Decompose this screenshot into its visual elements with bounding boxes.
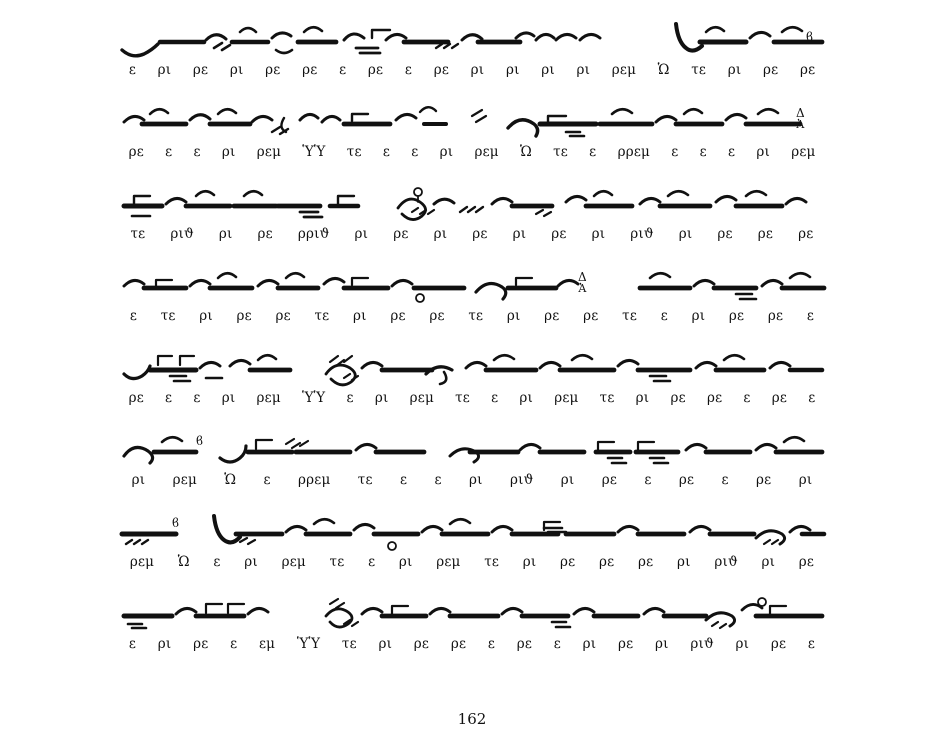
lyric-row-2 bbox=[0, 142, 944, 168]
syllable: ε bbox=[368, 554, 376, 570]
syllable: ρεμ bbox=[256, 390, 281, 406]
syllable: ε bbox=[589, 144, 597, 160]
syllable: ρεμ bbox=[554, 390, 579, 406]
neume-strip-7 bbox=[0, 502, 944, 552]
syllable: ρε bbox=[770, 636, 787, 652]
syllable: ρε bbox=[717, 226, 733, 242]
syllable: ρε bbox=[192, 62, 209, 78]
syllable: ρι bbox=[157, 636, 172, 652]
syllable: ε bbox=[491, 390, 499, 406]
syllable: ε bbox=[193, 390, 201, 406]
syllable: ε bbox=[193, 144, 201, 160]
neume-strip-8 bbox=[0, 584, 944, 634]
notation-line-6 bbox=[0, 420, 944, 502]
syllable: ρε bbox=[798, 226, 814, 242]
syllable: ε bbox=[660, 308, 668, 324]
lyric-row-6 bbox=[0, 470, 944, 496]
syllable: ρε bbox=[670, 390, 686, 406]
syllable: τε bbox=[553, 144, 568, 160]
syllable: ε bbox=[263, 472, 271, 488]
syllable: ριϑ bbox=[630, 226, 654, 242]
syllable: ε bbox=[165, 390, 173, 406]
syllable: ρε bbox=[763, 62, 779, 78]
syllable: ρε bbox=[601, 472, 618, 488]
syllable: ρι bbox=[761, 554, 776, 570]
syllable: ρι bbox=[378, 636, 393, 652]
syllable: τε bbox=[130, 226, 146, 242]
syllable: ρε bbox=[367, 62, 384, 78]
syllable: Ὡ bbox=[177, 554, 190, 570]
syllable: ρε bbox=[756, 472, 772, 488]
syllable: ρε bbox=[193, 636, 209, 652]
syllable: ριϑ bbox=[690, 636, 714, 652]
syllable: ρι bbox=[505, 62, 520, 78]
syllable: ε bbox=[346, 390, 354, 406]
syllable: ρεμ bbox=[281, 554, 306, 570]
syllable: ρι bbox=[221, 144, 236, 160]
syllable: ρε bbox=[265, 62, 281, 78]
syllable: ρι bbox=[727, 62, 742, 78]
syllable: ρε bbox=[728, 308, 745, 324]
syllable: ε bbox=[808, 390, 816, 406]
syllable: ρι bbox=[677, 554, 691, 570]
syllable: ρε bbox=[413, 636, 430, 652]
syllable: ρι bbox=[229, 62, 244, 78]
syllable: ε bbox=[213, 554, 221, 570]
lyric-row-4 bbox=[0, 306, 944, 332]
neume-strip-6 bbox=[0, 420, 944, 470]
syllable: ρι bbox=[655, 636, 669, 652]
syllable: ρε bbox=[516, 636, 533, 652]
neume-strip-1 bbox=[0, 10, 944, 60]
syllable: ρι bbox=[522, 554, 537, 570]
syllable: ε bbox=[382, 144, 391, 160]
syllable: ρε bbox=[390, 308, 406, 324]
syllable: ρε bbox=[599, 554, 615, 570]
syllable: ὙὙ bbox=[301, 390, 326, 406]
syllable: ρι bbox=[469, 472, 483, 488]
syllable: ριϑ bbox=[714, 554, 738, 570]
notation-line-7 bbox=[0, 502, 944, 584]
syllable: ρε bbox=[302, 62, 318, 78]
syllable: ρεμ bbox=[474, 144, 499, 160]
syllable: ρε bbox=[638, 554, 654, 570]
syllable: ε bbox=[699, 144, 707, 160]
syllable: ρε bbox=[257, 226, 273, 242]
syllable: ρε bbox=[544, 308, 560, 324]
neume-strip-4 bbox=[0, 256, 944, 306]
notation-line-5 bbox=[0, 338, 944, 420]
syllable: ε bbox=[727, 144, 736, 160]
syllable: ρεμ bbox=[436, 554, 461, 570]
syllable: ε bbox=[165, 144, 173, 160]
notation-line-2 bbox=[0, 92, 944, 174]
syllable: ὙὙ bbox=[296, 636, 321, 652]
syllable: ρεμ bbox=[129, 554, 155, 570]
syllable: ρεμ bbox=[409, 390, 434, 406]
syllable: ρι bbox=[354, 226, 369, 242]
syllable: ε bbox=[487, 636, 496, 652]
syllable: ρε bbox=[450, 636, 467, 652]
syllable: ρε bbox=[618, 636, 634, 652]
syllable: ρι bbox=[798, 472, 813, 488]
syllable: ρε bbox=[767, 308, 784, 324]
syllable: τε bbox=[314, 308, 330, 324]
notation-line-3 bbox=[0, 174, 944, 256]
syllable: ρρεμ bbox=[617, 144, 651, 160]
syllable: τε bbox=[341, 636, 357, 652]
syllable: ρι bbox=[218, 226, 233, 242]
syllable: τε bbox=[484, 554, 500, 570]
syllable: ρε bbox=[429, 308, 445, 324]
syllable: ρι bbox=[591, 226, 606, 242]
syllable: ρι bbox=[582, 636, 597, 652]
notation-line-4 bbox=[0, 256, 944, 338]
syllable: ε bbox=[339, 62, 347, 78]
lyric-row-7 bbox=[0, 552, 944, 578]
syllable: ρι bbox=[678, 226, 693, 242]
syllable: ρι bbox=[433, 226, 448, 242]
syllable: ε bbox=[743, 390, 751, 406]
syllable: ε bbox=[404, 62, 413, 78]
martyria-line-1: ϐ bbox=[806, 30, 813, 44]
syllable: ρε bbox=[275, 308, 291, 324]
syllable: ρι bbox=[576, 62, 591, 78]
notation-line-1 bbox=[0, 10, 944, 92]
syllable: ρε bbox=[678, 472, 695, 488]
syllable: ρε bbox=[757, 226, 774, 242]
syllable: ε bbox=[721, 472, 729, 488]
neume-strip-5 bbox=[0, 338, 944, 388]
syllable: ρι bbox=[560, 472, 575, 488]
syllable: ρι bbox=[756, 144, 771, 160]
syllable: τε bbox=[455, 390, 470, 406]
syllable: ρε bbox=[128, 390, 144, 406]
syllable: ρε bbox=[236, 308, 252, 324]
syllable: τε bbox=[468, 308, 484, 324]
syllable: ρι bbox=[439, 144, 454, 160]
syllable: ρι bbox=[541, 62, 555, 78]
syllable: Ὡ bbox=[657, 62, 670, 78]
syllable: ρι bbox=[691, 308, 706, 324]
martyria-line-7: ϐ bbox=[172, 516, 179, 530]
page-number: 162 bbox=[457, 710, 487, 728]
neume-strip-3 bbox=[0, 174, 944, 224]
syllable: ρρεμ bbox=[298, 472, 331, 488]
syllable: ρε bbox=[433, 62, 450, 78]
syllable: ε bbox=[399, 472, 408, 488]
syllable: ρριϑ bbox=[297, 226, 330, 242]
martyria-line-6: ϐ bbox=[196, 434, 203, 448]
syllable: ὙὙ bbox=[302, 144, 326, 160]
syllable: ε bbox=[553, 636, 561, 652]
syllable: ε bbox=[671, 144, 679, 160]
syllable: ριϑ bbox=[170, 226, 194, 242]
syllable: ρι bbox=[374, 390, 389, 406]
syllable: ρι bbox=[519, 390, 534, 406]
syllable: ρι bbox=[221, 390, 236, 406]
syllable: ρι bbox=[512, 226, 527, 242]
syllable: ε bbox=[230, 636, 238, 652]
neume-strip-2 bbox=[0, 92, 944, 142]
syllable: ρεμ bbox=[791, 144, 816, 160]
syllable: ρε bbox=[706, 390, 723, 406]
syllable: ρε bbox=[393, 226, 409, 242]
syllable: τε bbox=[691, 62, 707, 78]
syllable: ρεμ bbox=[256, 144, 282, 160]
syllable: ε bbox=[644, 472, 652, 488]
syllable: ρι bbox=[131, 472, 146, 488]
syllable: ρι bbox=[506, 308, 521, 324]
lyric-row-5 bbox=[0, 388, 944, 414]
syllable: ρε bbox=[798, 554, 815, 570]
notation-line-8 bbox=[0, 584, 944, 666]
syllable: τε bbox=[346, 144, 362, 160]
syllable: ε bbox=[128, 62, 137, 78]
syllable: ρι bbox=[199, 308, 213, 324]
syllable: ρι bbox=[157, 62, 172, 78]
syllable: ρι bbox=[735, 636, 750, 652]
syllable: ρι bbox=[635, 390, 650, 406]
syllable: ριϑ bbox=[509, 472, 534, 488]
lyric-row-8 bbox=[0, 634, 944, 660]
syllable: ρε bbox=[583, 308, 599, 324]
syllable: ρε bbox=[799, 62, 816, 78]
syllable: ρε bbox=[128, 144, 144, 160]
syllable: τε bbox=[599, 390, 615, 406]
syllable: ε bbox=[129, 308, 138, 324]
syllable: ε bbox=[128, 636, 137, 652]
lyric-row-1 bbox=[0, 60, 944, 86]
syllable: ε bbox=[411, 144, 419, 160]
syllable: ε bbox=[807, 636, 816, 652]
syllable: ρεμ bbox=[172, 472, 197, 488]
syllable: εμ bbox=[258, 636, 276, 652]
martyria-line-4: Δ Ἀ bbox=[578, 270, 587, 295]
syllable: ρεμ bbox=[611, 62, 637, 78]
syllable: Ὡ bbox=[519, 144, 532, 160]
syllable: ε bbox=[806, 308, 815, 324]
martyria-line-2: Δ Ἀ bbox=[796, 106, 805, 131]
lyric-row-3 bbox=[0, 224, 944, 250]
syllable: Ὡ bbox=[224, 472, 237, 488]
syllable: ρε bbox=[551, 226, 567, 242]
syllable: ρε bbox=[560, 554, 576, 570]
syllable: τε bbox=[357, 472, 373, 488]
syllable: ρι bbox=[353, 308, 367, 324]
syllable: ε bbox=[434, 472, 442, 488]
syllable: τε bbox=[329, 554, 345, 570]
syllable: τε bbox=[160, 308, 176, 324]
syllable: ρι bbox=[244, 554, 258, 570]
syllable: ρι bbox=[470, 62, 485, 78]
syllable: ρι bbox=[398, 554, 413, 570]
syllable: τε bbox=[622, 308, 638, 324]
syllable: ρε bbox=[771, 390, 788, 406]
syllable: ρε bbox=[472, 226, 488, 242]
